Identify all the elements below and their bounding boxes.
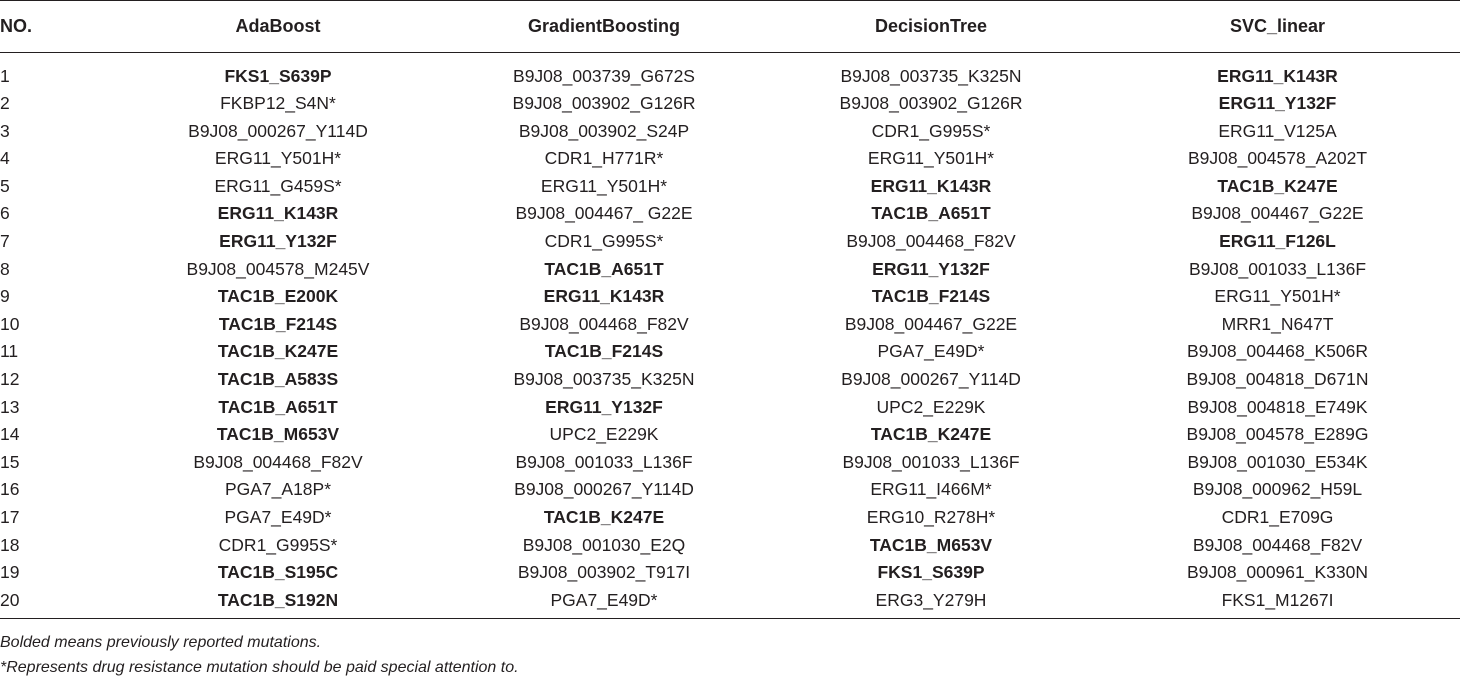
header-decisiontree: DecisionTree [767, 1, 1095, 53]
cell-svc-linear: B9J08_001033_L136F [1188, 258, 1367, 279]
cell-svc-linear: B9J08_001030_E534K [1187, 451, 1368, 472]
cell-svc-linear: CDR1_E709G [1221, 507, 1334, 527]
cell-gradientboosting: TAC1B_F214S [544, 341, 664, 362]
cell-adaboost: TAC1B_M653V [216, 424, 340, 445]
cell-gradientboosting: CDR1_H771R* [544, 148, 664, 169]
table-row [0, 173, 1460, 201]
cell-no: 12 [0, 369, 20, 390]
cell-svc-linear: B9J08_004818_D671N [1186, 369, 1369, 390]
cell-svc-linear: ERG11_V125A [1218, 120, 1337, 141]
cell-no: 17 [0, 507, 20, 527]
cell-no: 8 [0, 258, 10, 279]
spacer-cell [0, 53, 1460, 63]
cell-adaboost: B9J08_004578_M245V [186, 258, 370, 279]
table-row [0, 587, 1460, 619]
cell-no: 3 [0, 120, 10, 141]
cell-gradientboosting: PGA7_E49D* [441, 587, 767, 619]
cell-svc-linear: B9J08_000961_K330N [1187, 562, 1368, 583]
cell-gradientboosting: TAC1B_K247E [543, 507, 665, 527]
cell-svc-linear: ERG11_F126L [1219, 231, 1336, 252]
cell-adaboost: FKBP12_S4N* [220, 93, 336, 114]
cell-adaboost: FKS1_S639P [224, 65, 332, 86]
cell-decisiontree: CDR1_G995S* [871, 120, 991, 141]
table-footnotes [0, 630, 519, 680]
cell-gradientboosting: B9J08_004467_ G22E [515, 203, 693, 224]
cell-gradientboosting: ERG11_K143R [543, 286, 665, 307]
cell-svc-linear: TAC1B_K247E [1217, 175, 1338, 196]
cell-gradientboosting: CDR1_G995S* [544, 231, 664, 252]
cell-no: 19 [0, 562, 20, 583]
table-row [0, 63, 1460, 91]
cell-gradientboosting: ERG11_Y501H* [540, 175, 668, 196]
cell-gradientboosting: B9J08_003902_G126R [512, 93, 696, 114]
cell-decisiontree: ERG10_R278H* [866, 507, 996, 527]
cell-no: 1 [0, 65, 10, 86]
cell-decisiontree: ERG11_K143R [870, 175, 992, 196]
cell-adaboost: ERG11_K143R [217, 203, 339, 224]
cell-adaboost: TAC1B_K247E [217, 341, 339, 362]
cell-no: 14 [0, 424, 20, 445]
cell-svc-linear: B9J08_004578_A202T [1187, 148, 1368, 169]
cell-gradientboosting: B9J08_001033_L136F [515, 451, 693, 472]
cell-adaboost: TAC1B_F214S [218, 313, 338, 334]
cell-svc-linear: ERG11_Y501H* [1214, 286, 1341, 307]
cell-no: 4 [0, 148, 10, 169]
header-no: NO. [0, 1, 115, 53]
cell-adaboost: TAC1B_A651T [218, 396, 338, 417]
cell-gradientboosting: ERG11_Y132F [545, 396, 663, 417]
cell-decisiontree: TAC1B_F214S [871, 286, 991, 307]
cell-decisiontree: ERG11_I466M* [870, 479, 992, 500]
table-row [0, 118, 1460, 146]
header-svc-linear: SVC_linear [1095, 1, 1460, 53]
table-body [0, 53, 1460, 619]
table-row [0, 366, 1460, 394]
cell-gradientboosting: B9J08_003902_S24P [518, 120, 690, 141]
cell-adaboost: B9J08_000267_Y114D [188, 120, 368, 141]
footnote-asterisk: *Represents drug resistance mutation should be paid special attention to. [0, 659, 519, 676]
table-row [0, 228, 1460, 256]
cell-decisiontree: B9J08_004468_F82V [846, 231, 1016, 252]
cell-no: 6 [0, 203, 10, 224]
cell-decisiontree: FKS1_S639P [877, 562, 985, 583]
header-row [0, 1, 1460, 53]
cell-svc-linear: MRR1_N647T [1221, 313, 1334, 334]
cell-decisiontree: ERG11_Y132F [872, 258, 990, 279]
cell-decisiontree: ERG3_Y279H [767, 587, 1095, 619]
cell-svc-linear: B9J08_000962_H59L [1192, 479, 1363, 500]
cell-adaboost: TAC1B_S195C [217, 562, 339, 583]
cell-adaboost: PGA7_A18P* [224, 479, 332, 500]
cell-no: 16 [0, 479, 20, 500]
header-adaboost: AdaBoost [115, 1, 441, 53]
cell-gradientboosting: B9J08_003735_K325N [513, 369, 695, 390]
table-row [0, 200, 1460, 228]
cell-no: 9 [0, 286, 10, 307]
cell-no: 13 [0, 396, 20, 417]
table-row [0, 90, 1460, 118]
footnote-bold: Bolded means previously reported mutations. [0, 634, 322, 651]
cell-adaboost: ERG11_G459S* [214, 175, 342, 196]
cell-svc-linear: B9J08_004468_F82V [1192, 534, 1363, 555]
cell-adaboost: PGA7_E49D* [224, 507, 332, 527]
cell-adaboost: TAC1B_S192N [115, 587, 441, 619]
cell-adaboost: ERG11_Y132F [219, 231, 337, 252]
cell-svc-linear: ERG11_Y132F [1218, 93, 1337, 114]
header-gradientboosting: GradientBoosting [441, 1, 767, 53]
table-row [0, 449, 1460, 477]
cell-no: 11 [0, 341, 19, 362]
cell-decisiontree: B9J08_004467_G22E [844, 313, 1018, 334]
cell-gradientboosting: B9J08_004468_F82V [519, 313, 689, 334]
cell-decisiontree: TAC1B_K247E [870, 424, 992, 445]
table-row [0, 283, 1460, 311]
cell-decisiontree: UPC2_E229K [876, 396, 986, 417]
cell-gradientboosting: B9J08_003902_T917I [517, 562, 691, 583]
table-row [0, 338, 1460, 366]
cell-decisiontree: PGA7_E49D* [877, 341, 985, 362]
cell-decisiontree: B9J08_001033_L136F [842, 451, 1020, 472]
cell-adaboost: TAC1B_A583S [217, 369, 339, 390]
cell-svc-linear: B9J08_004578_E289G [1186, 424, 1369, 445]
cell-no: 7 [0, 231, 10, 252]
cell-no: 10 [0, 313, 20, 334]
table-row [0, 504, 1460, 532]
cell-decisiontree: TAC1B_M653V [869, 534, 993, 555]
table-row [0, 476, 1460, 504]
cell-gradientboosting: UPC2_E229K [549, 424, 659, 445]
cell-adaboost: CDR1_G995S* [218, 534, 338, 555]
header-spacer [0, 53, 1460, 63]
cell-decisiontree: B9J08_000267_Y114D [841, 369, 1021, 390]
cell-no: 2 [0, 93, 10, 114]
cell-adaboost: TAC1B_E200K [217, 286, 339, 307]
cell-gradientboosting: B9J08_003739_G672S [513, 65, 695, 86]
cell-gradientboosting: B9J08_000267_Y114D [514, 479, 694, 500]
cell-svc-linear: ERG11_K143R [1217, 65, 1338, 86]
cell-gradientboosting: B9J08_001030_E2Q [522, 534, 686, 555]
table-row [0, 394, 1460, 422]
cell-decisiontree: B9J08_003735_K325N [840, 65, 1022, 86]
table-row [0, 145, 1460, 173]
cell-svc-linear: B9J08_004818_E749K [1187, 396, 1368, 417]
cell-svc-linear: B9J08_004467_G22E [1191, 203, 1364, 224]
cell-gradientboosting: TAC1B_A651T [544, 258, 664, 279]
cell-decisiontree: ERG11_Y501H* [867, 148, 995, 169]
cell-no: 15 [0, 451, 20, 472]
table-row [0, 256, 1460, 284]
cell-no: 20 [0, 587, 115, 619]
cell-adaboost: ERG11_Y501H* [214, 148, 342, 169]
cell-no: 18 [0, 534, 20, 555]
cell-decisiontree: B9J08_003902_G126R [839, 93, 1023, 114]
cell-adaboost: B9J08_004468_F82V [193, 451, 363, 472]
table-row [0, 421, 1460, 449]
cell-no: 5 [0, 175, 10, 196]
table-header [0, 1, 1460, 53]
cell-decisiontree: TAC1B_A651T [871, 203, 991, 224]
table-row [0, 559, 1460, 587]
cell-svc-linear: B9J08_004468_K506R [1187, 341, 1368, 362]
cell-svc-linear: FKS1_M1267I [1095, 587, 1460, 619]
table-row [0, 532, 1460, 560]
table-row [0, 311, 1460, 339]
